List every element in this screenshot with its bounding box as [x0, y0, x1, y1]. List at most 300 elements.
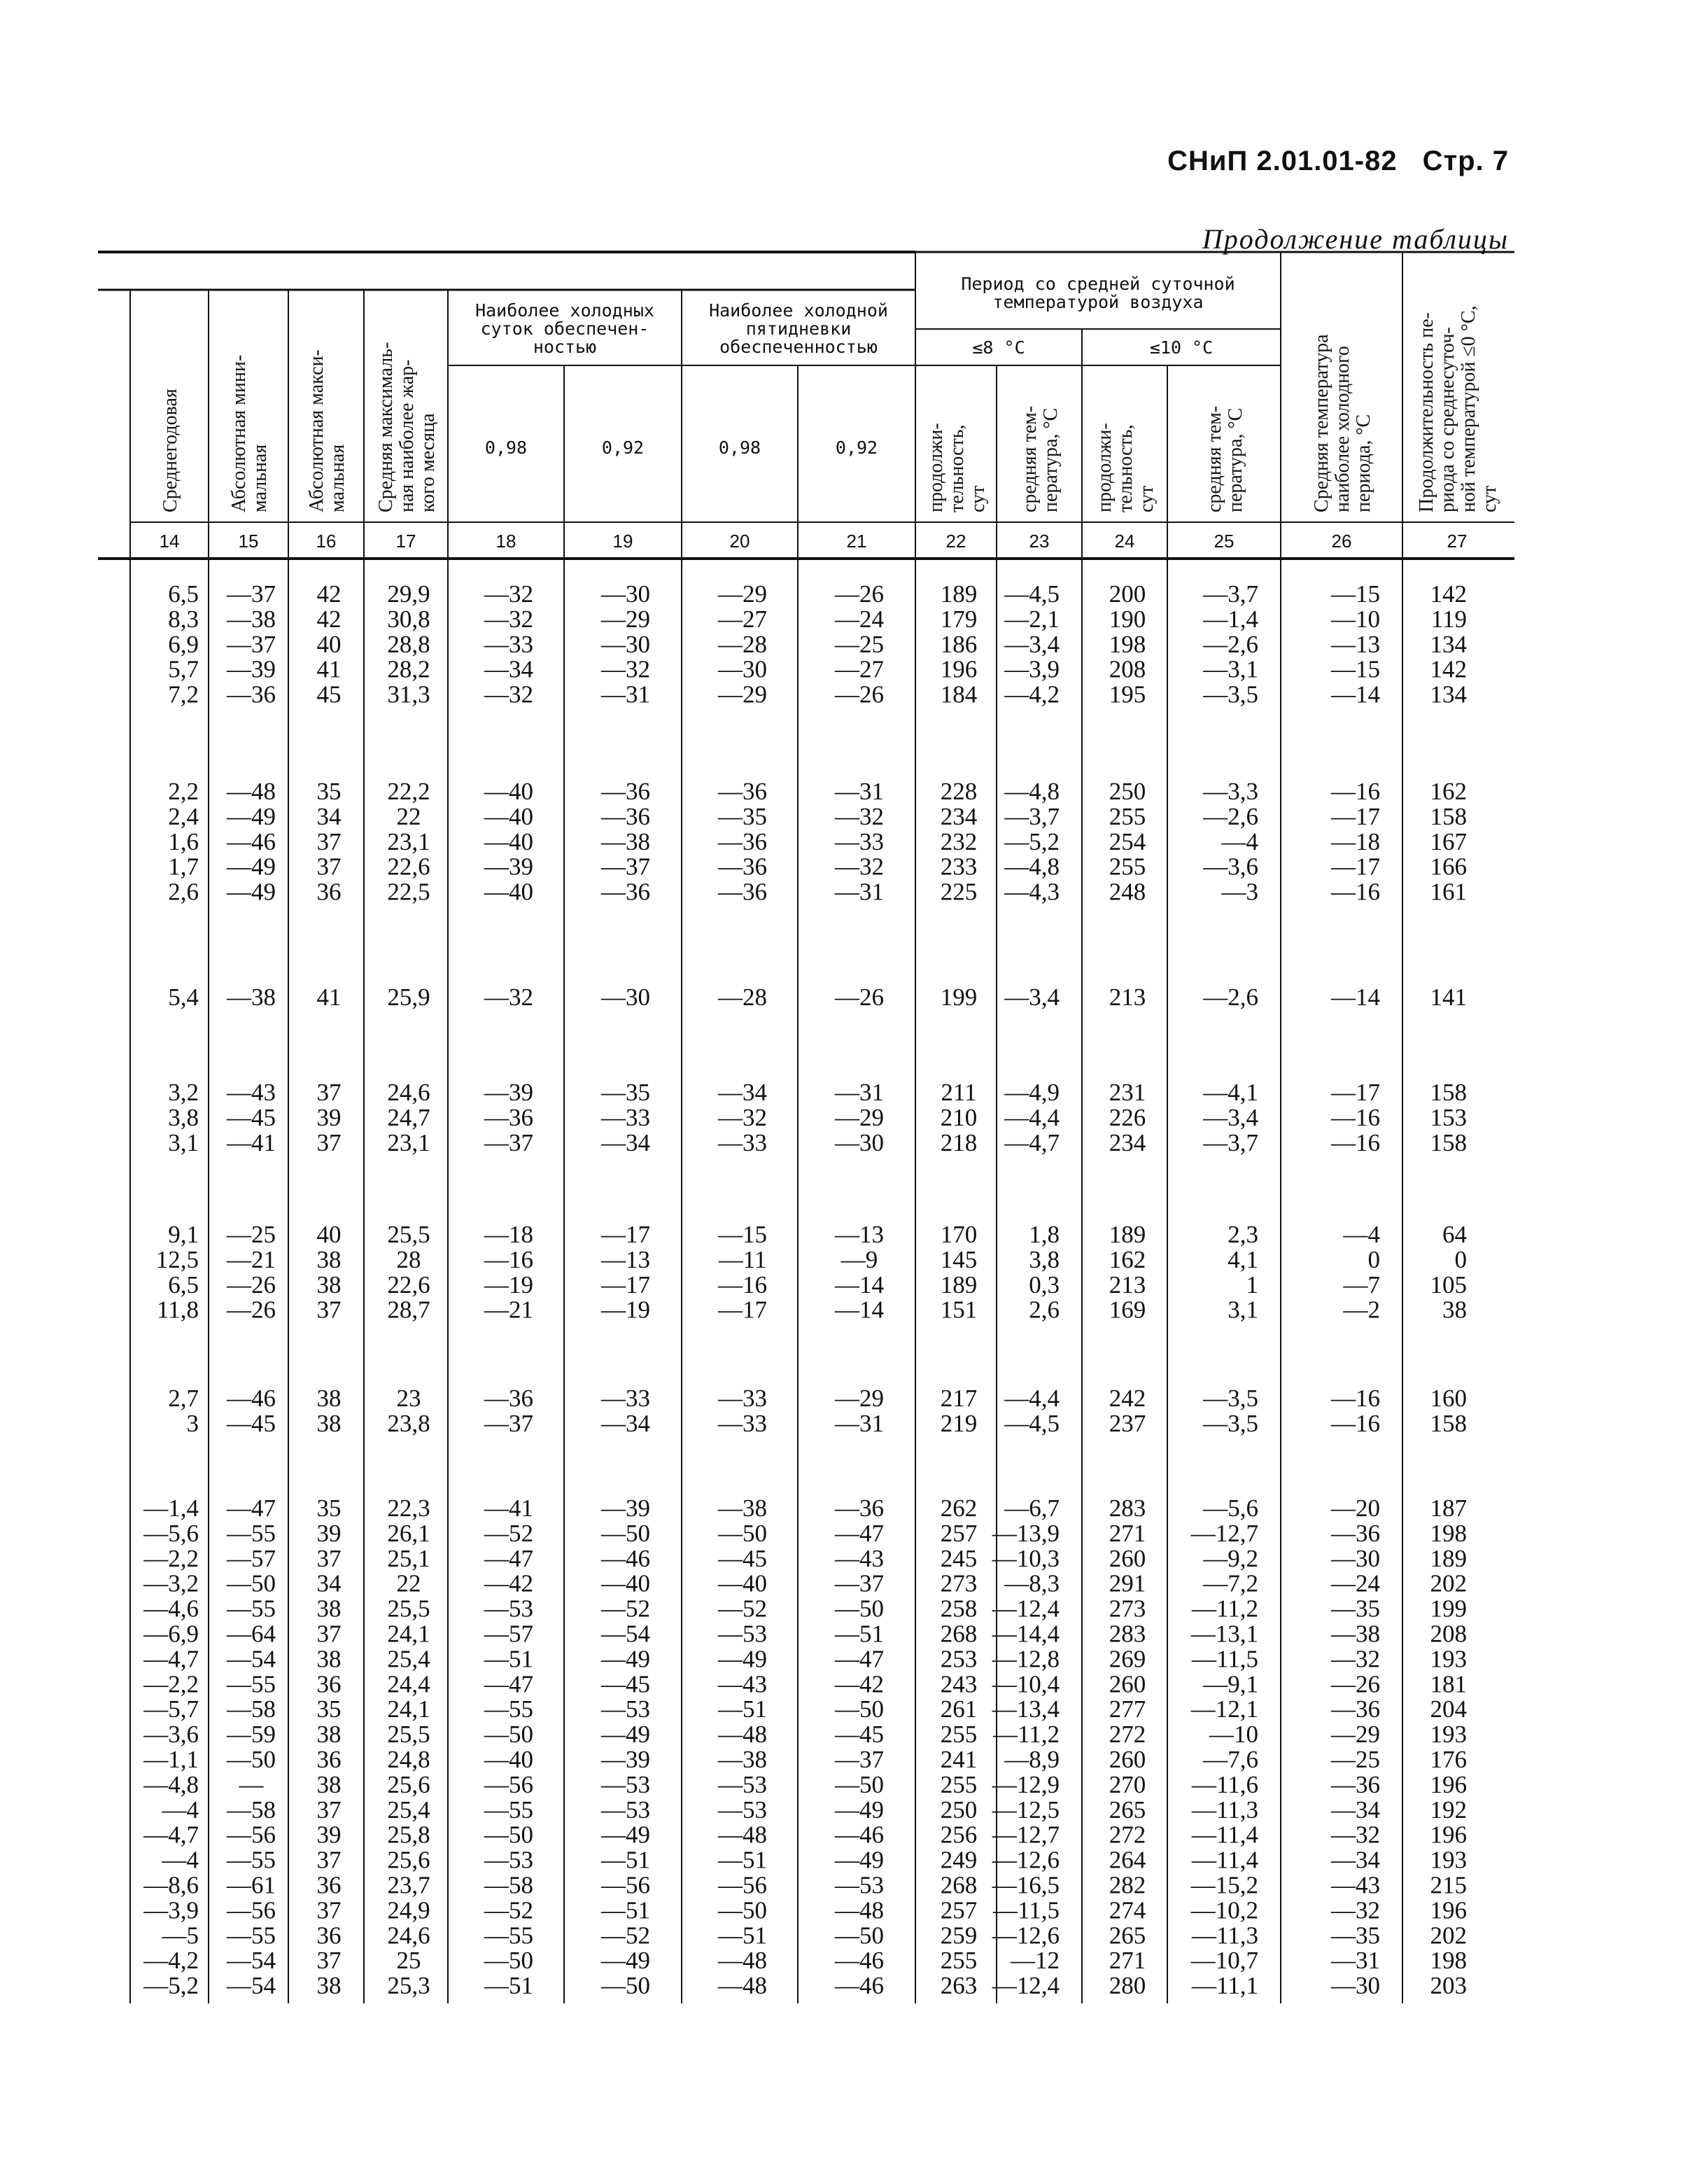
table-cell: —33: [718, 1409, 767, 1437]
table-cell: —24: [835, 605, 884, 633]
table-cell: —54: [227, 1972, 276, 2000]
table-row: [143, 1746, 1467, 1773]
table-cell: —10,3: [992, 1544, 1060, 1572]
table-cell: —12,7: [992, 1821, 1060, 1849]
table-cell: —37: [227, 630, 276, 658]
table-cell: —52: [484, 1519, 533, 1547]
table-cell: —40: [601, 1569, 650, 1597]
table-cell: —32: [718, 1103, 767, 1131]
header-c15: Абсолютная мини-: [228, 354, 250, 512]
table-cell: 255: [1109, 853, 1146, 881]
table-cell: 31,3: [387, 680, 430, 708]
table-cell: —6,7: [1004, 1494, 1060, 1522]
table-cell: —2: [1343, 1296, 1380, 1324]
table-row: [168, 1221, 1467, 1248]
table-cell: —41: [227, 1128, 276, 1156]
table-cell: —46: [835, 1821, 884, 1849]
table-cell: —12,4: [992, 1595, 1060, 1623]
table-cell: 0: [1367, 1245, 1380, 1273]
table-cell: 22,6: [387, 853, 430, 881]
table-cell: —4: [162, 1846, 199, 1874]
table-row: [168, 1079, 1467, 1106]
table-cell: 186: [940, 630, 978, 658]
table-cell: —12: [1011, 1947, 1060, 1975]
table-row: [168, 1385, 1467, 1412]
header-c26: Средняя температура: [1311, 334, 1332, 512]
table-cell: —17: [601, 1221, 650, 1248]
table-cell: —17: [1331, 1079, 1380, 1106]
table-cell: 213: [1109, 1270, 1146, 1298]
table-cell: —46: [227, 827, 276, 855]
table-cell: 25,8: [387, 1821, 430, 1849]
table-cell: —16: [1331, 1385, 1380, 1412]
table-cell: —2,6: [1203, 802, 1258, 830]
table-cell: 199: [940, 983, 978, 1011]
table-cell: —46: [227, 1385, 276, 1412]
table-cell: 255: [940, 1947, 978, 1975]
table-cell: 169: [1109, 1296, 1146, 1324]
table-cell: 208: [1430, 1620, 1467, 1648]
table-cell: 23,7: [387, 1871, 430, 1899]
table-cell: —36: [718, 853, 767, 881]
table-cell: —56: [601, 1871, 650, 1899]
table-cell: —45: [835, 1721, 884, 1749]
table-cell: —58: [227, 1795, 276, 1823]
table-cell: —29: [1331, 1721, 1380, 1749]
table-cell: —36: [227, 680, 276, 708]
table-cell: —32: [484, 983, 533, 1011]
table-cell: —17: [1331, 853, 1380, 881]
header-c26: наиболее холодного: [1332, 346, 1353, 512]
document-code: СНиП 2.01.01-82: [1167, 146, 1398, 176]
table-cell: —13: [1331, 630, 1380, 658]
table-cell: —4,5: [1004, 1409, 1060, 1437]
table-cell: 36: [316, 1871, 342, 1899]
table-cell: 22,5: [387, 878, 430, 906]
table-cell: —37: [227, 580, 276, 608]
table-cell: 38: [316, 1595, 342, 1623]
table-cell: 196: [940, 655, 978, 683]
table-cell: —36: [718, 778, 767, 805]
header-c17: ная наиболее жар-: [396, 359, 418, 512]
table-cell: 187: [1430, 1494, 1467, 1522]
table-cell: 2,6: [168, 878, 199, 906]
table-cell: —56: [227, 1821, 276, 1849]
table-cell: —4,8: [143, 1770, 199, 1798]
table-row: [168, 828, 1467, 855]
table-cell: 8,3: [168, 605, 199, 633]
table-cell: 234: [1109, 1128, 1146, 1156]
table-cell: —55: [484, 1695, 533, 1723]
table-cell: —4,8: [1004, 778, 1060, 805]
table-cell: —32: [835, 802, 884, 830]
table-row: [168, 1271, 1467, 1298]
table-cell: 199: [1430, 1595, 1467, 1623]
table-cell: 196: [1430, 1770, 1467, 1798]
table-cell: 45: [316, 680, 342, 708]
table-cell: —39: [601, 1494, 650, 1522]
table-cell: —3,9: [143, 1896, 199, 1924]
table-cell: —55: [227, 1595, 276, 1623]
table-row: [168, 878, 1467, 906]
table-cell: —36: [601, 802, 650, 830]
table-cell: —4,7: [1004, 1128, 1060, 1156]
table-cell: —48: [718, 1972, 767, 2000]
table-cell: —32: [1331, 1645, 1380, 1673]
table-cell: —35: [601, 1079, 650, 1106]
table-cell: —53: [601, 1695, 650, 1723]
table-cell: —30: [601, 630, 650, 658]
table-cell: —16: [718, 1270, 767, 1298]
table-cell: —3,5: [1203, 680, 1258, 708]
table-cell: —49: [601, 1947, 650, 1975]
table-cell: 262: [940, 1494, 978, 1522]
table-cell: —14: [835, 1270, 884, 1298]
table-cell: 291: [1109, 1569, 1146, 1597]
table-cell: —28: [718, 630, 767, 658]
table-cell: —15,2: [1190, 1871, 1258, 1899]
table-cell: 4,1: [1228, 1245, 1258, 1273]
table-cell: —13,4: [992, 1695, 1060, 1723]
table-cell: —40: [718, 1569, 767, 1597]
table-cell: 37: [316, 853, 342, 881]
table-cell: 35: [316, 778, 342, 805]
table-cell: —32: [1331, 1821, 1380, 1849]
table-cell: —14: [835, 1296, 884, 1324]
table-cell: —56: [484, 1770, 533, 1798]
table-cell: —54: [227, 1645, 276, 1673]
table-cell: —50: [601, 1972, 650, 2000]
table-cell: 0,3: [1029, 1270, 1060, 1298]
table-cell: —34: [601, 1409, 650, 1437]
table-row: [156, 1246, 1467, 1273]
table-cell: 196: [1430, 1821, 1467, 1849]
column-number: 15: [238, 531, 259, 552]
table-cell: —39: [601, 1746, 650, 1773]
table-cell: —38: [227, 605, 276, 633]
table-cell: —55: [227, 1519, 276, 1547]
table-cell: —61: [227, 1871, 276, 1899]
table-cell: 37: [316, 1544, 342, 1572]
table-cell: —51: [484, 1972, 533, 2000]
table-cell: —49: [601, 1645, 650, 1673]
table-cell: —12,6: [992, 1846, 1060, 1874]
table-cell: —38: [1331, 1620, 1380, 1648]
table-cell: —34: [1331, 1795, 1380, 1823]
table-row: [143, 1972, 1467, 1999]
table-cell: 248: [1109, 878, 1146, 906]
table-cell: 6,5: [168, 1270, 199, 1298]
table-cell: —33: [718, 1128, 767, 1156]
header-coldest-five-day: обеспеченностью: [719, 337, 878, 357]
table-cell: —32: [484, 680, 533, 708]
table-cell: —5,6: [143, 1519, 199, 1547]
table-cell: —10: [1331, 605, 1380, 633]
table-cell: —16: [484, 1245, 533, 1273]
table-cell: 36: [316, 1670, 342, 1698]
table-cell: —10,4: [992, 1670, 1060, 1698]
table-cell: 23,1: [387, 827, 430, 855]
table-cell: 22: [396, 1569, 421, 1597]
table-grid: [98, 252, 1514, 2003]
table-cell: —12,4: [992, 1972, 1060, 2000]
table-cell: —56: [718, 1871, 767, 1899]
table-cell: 134: [1430, 680, 1467, 708]
header-c19: 0,92: [601, 438, 645, 458]
table-cell: 37: [316, 1896, 342, 1924]
table-cell: —55: [227, 1670, 276, 1698]
table-cell: 218: [940, 1128, 978, 1156]
table-cell: 200: [1109, 580, 1146, 608]
header-c14: Среднегодовая: [160, 388, 181, 512]
table-cell: 3,1: [168, 1128, 199, 1156]
table-cell: 272: [1109, 1821, 1146, 1849]
table-cell: —48: [718, 1721, 767, 1749]
table-cell: —32: [484, 580, 533, 608]
table-cell: 202: [1430, 1569, 1467, 1597]
table-cell: —14: [1331, 680, 1380, 708]
table-cell: 283: [1109, 1620, 1146, 1648]
table-cell: 166: [1430, 853, 1467, 881]
table-cell: —6,9: [143, 1620, 199, 1648]
table-cell: 158: [1430, 1128, 1467, 1156]
table-cell: —47: [484, 1670, 533, 1698]
table-cell: —12,7: [1190, 1519, 1258, 1547]
header-c27: ной температурой ≤0 °С,: [1458, 305, 1479, 512]
table-cell: —40: [484, 878, 533, 906]
table-cell: —55: [227, 1846, 276, 1874]
table-cell: —26: [227, 1296, 276, 1324]
table-cell: 202: [1430, 1921, 1467, 1949]
header-c17: кого месяца: [417, 413, 439, 512]
table-cell: —12,6: [992, 1921, 1060, 1949]
header-c25: средняя тем-: [1204, 405, 1225, 512]
table-cell: —43: [227, 1079, 276, 1106]
table-cell: 192: [1430, 1795, 1467, 1823]
table-cell: 243: [940, 1670, 978, 1698]
table-cell: 34: [316, 1569, 342, 1597]
table-cell: —39: [484, 853, 533, 881]
table-row: [143, 1670, 1467, 1698]
column-number: 14: [159, 531, 180, 552]
table-cell: 40: [316, 630, 342, 658]
table-cell: —43: [835, 1544, 884, 1572]
table-cell: —52: [484, 1896, 533, 1924]
table-cell: —8,3: [1004, 1569, 1060, 1597]
table-cell: —17: [718, 1296, 767, 1324]
table-cell: 119: [1430, 605, 1467, 633]
table-cell: —36: [1331, 1519, 1380, 1547]
table-cell: —4,9: [1004, 1079, 1060, 1106]
table-cell: —64: [227, 1620, 276, 1648]
table-cell: —5,2: [1004, 827, 1060, 855]
header-c27: сут: [1479, 485, 1500, 512]
table-cell: —9,2: [1203, 1544, 1258, 1572]
table-cell: 280: [1109, 1972, 1146, 2000]
table-cell: —49: [601, 1821, 650, 1849]
table-cell: 38: [316, 1245, 342, 1273]
table-cell: 189: [1109, 1221, 1146, 1248]
column-number: 18: [495, 531, 516, 552]
table-row: [168, 580, 1467, 608]
table-cell: —48: [835, 1896, 884, 1924]
table-cell: 141: [1430, 983, 1467, 1011]
table-cell: —13,9: [992, 1519, 1060, 1547]
table-cell: 217: [940, 1385, 978, 1412]
table-cell: 142: [1430, 580, 1467, 608]
table-cell: —34: [718, 1079, 767, 1106]
table-cell: 6,5: [168, 580, 199, 608]
table-cell: 153: [1430, 1103, 1467, 1131]
table-cell: 3,2: [168, 1079, 199, 1106]
table-cell: 167: [1430, 827, 1467, 855]
table-cell: —3,4: [1004, 630, 1060, 658]
table-cell: 193: [1430, 1846, 1467, 1874]
table-cell: 11,8: [157, 1296, 199, 1324]
table-cell: —4,4: [1004, 1385, 1060, 1412]
table-cell: —48: [718, 1821, 767, 1849]
table-cell: —17: [1331, 802, 1380, 830]
table-cell: —11,6: [1192, 1770, 1258, 1798]
table-cell: 233: [940, 853, 978, 881]
table-cell: —51: [601, 1846, 650, 1874]
column-number: 19: [612, 531, 633, 552]
table-cell: 7,2: [168, 680, 199, 708]
table-cell: 1: [1246, 1270, 1258, 1298]
table-cell: —59: [227, 1721, 276, 1749]
table-cell: 25,4: [387, 1645, 430, 1673]
table-cell: —50: [484, 1947, 533, 1975]
table-cell: —8,6: [143, 1871, 199, 1899]
table-cell: 242: [1109, 1385, 1146, 1412]
table-cell: 245: [940, 1544, 978, 1572]
table-row: [143, 1896, 1467, 1924]
table-cell: —21: [484, 1296, 533, 1324]
table-row: [168, 803, 1467, 830]
table-row: [143, 1494, 1467, 1522]
table-cell: —29: [601, 605, 650, 633]
header-coldest-five-day: пятидневки: [745, 318, 852, 339]
table-cell: 1,7: [168, 853, 199, 881]
table-cell: 162: [1109, 1245, 1146, 1273]
table-cell: —30: [1331, 1544, 1380, 1572]
table-cell: 35: [316, 1695, 342, 1723]
table-cell: —53: [601, 1770, 650, 1798]
table-cell: 255: [940, 1770, 978, 1798]
table-cell: —53: [484, 1595, 533, 1623]
table-cell: —48: [227, 778, 276, 805]
header-c24: тельность,: [1115, 424, 1137, 512]
table-cell: —5: [162, 1921, 199, 1949]
table-cell: 273: [940, 1569, 978, 1597]
table-cell: —26: [227, 1270, 276, 1298]
header-le8: ≤8 °С: [972, 337, 1025, 358]
table-cell: —3,7: [1004, 802, 1060, 830]
table-cell: —52: [601, 1595, 650, 1623]
table-cell: —50: [718, 1519, 767, 1547]
table-cell: —53: [718, 1620, 767, 1648]
table-cell: 3,8: [168, 1103, 199, 1131]
table-cell: 25,3: [387, 1972, 430, 2000]
table-cell: 260: [1109, 1746, 1146, 1773]
table-cell: —26: [835, 680, 884, 708]
table-cell: 64: [1442, 1221, 1467, 1248]
table-cell: —32: [601, 655, 650, 683]
table-cell: —36: [484, 1103, 533, 1131]
table-cell: —14: [1331, 983, 1380, 1011]
table-cell: 38: [316, 1270, 342, 1298]
table-cell: —12,1: [1190, 1695, 1258, 1723]
table-cell: 158: [1430, 1079, 1467, 1106]
table-row: [168, 606, 1467, 633]
table-cell: —45: [718, 1544, 767, 1572]
table-cell: —1,1: [143, 1746, 199, 1773]
table-cell: 208: [1109, 655, 1146, 683]
table-cell: 142: [1430, 655, 1467, 683]
table-cell: —13,1: [1190, 1620, 1258, 1648]
table-row: [143, 1595, 1467, 1623]
table-cell: —45: [227, 1409, 276, 1437]
table-cell: —32: [1331, 1896, 1380, 1924]
table-cell: 211: [941, 1079, 977, 1106]
table-cell: —36: [1331, 1770, 1380, 1798]
table-cell: 198: [1109, 630, 1146, 658]
table-cell: —51: [718, 1846, 767, 1874]
table-cell: 38: [316, 1645, 342, 1673]
table-row: [143, 1872, 1467, 1899]
table-row: [143, 1520, 1467, 1547]
table-cell: —54: [601, 1620, 650, 1648]
header-c20: 0,98: [718, 438, 761, 458]
table-cell: —11,5: [993, 1896, 1060, 1924]
table-cell: —50: [484, 1721, 533, 1749]
table-cell: —29: [835, 1103, 884, 1131]
table-cell: 219: [940, 1409, 978, 1437]
table-cell: 26,1: [387, 1519, 430, 1547]
table-cell: —3,5: [1203, 1409, 1258, 1437]
table-cell: —51: [484, 1645, 533, 1673]
table-row: [157, 1296, 1467, 1324]
table-cell: 158: [1430, 1409, 1467, 1437]
table-cell: —15: [1331, 655, 1380, 683]
table-cell: 151: [940, 1296, 978, 1324]
table-cell: 37: [316, 1947, 342, 1975]
table-cell: 5,7: [168, 655, 199, 683]
table-cell: —49: [718, 1645, 767, 1673]
table-cell: 273: [1109, 1595, 1146, 1623]
table-cell: —36: [601, 778, 650, 805]
table-cell: —2,2: [143, 1670, 199, 1698]
table-cell: 22,6: [387, 1270, 430, 1298]
table-cell: —54: [227, 1947, 276, 1975]
table-cell: —40: [484, 827, 533, 855]
table-cell: 38: [316, 1972, 342, 2000]
table-row: [143, 1947, 1467, 1974]
table-cell: 237: [1109, 1409, 1146, 1437]
table-cell: 162: [1430, 778, 1467, 805]
table-row: [168, 681, 1467, 708]
table-row: [168, 1104, 1467, 1131]
table-cell: —4: [162, 1795, 199, 1823]
table-cell: —50: [835, 1770, 884, 1798]
table-cell: 184: [940, 680, 978, 708]
table-cell: —4,2: [1004, 680, 1060, 708]
table-cell: —26: [835, 983, 884, 1011]
table-cell: —51: [835, 1620, 884, 1648]
table-cell: —8,9: [1004, 1746, 1060, 1773]
table-cell: —57: [227, 1544, 276, 1572]
table-cell: —19: [484, 1270, 533, 1298]
